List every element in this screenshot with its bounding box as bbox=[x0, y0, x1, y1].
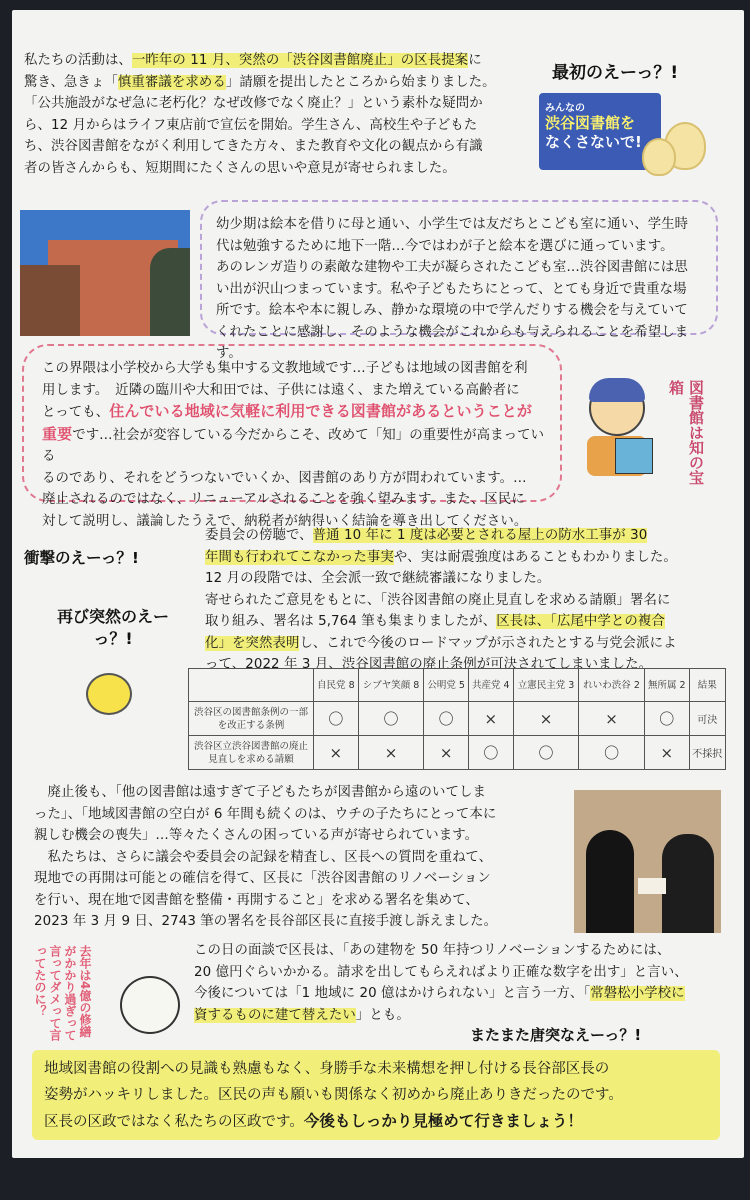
vote-mark: 〇 bbox=[424, 702, 469, 736]
quote-line: 用します。 近隣の臨川や大和田では、子供には遠く、また増えている高齢者に bbox=[42, 382, 520, 398]
party-header: 公明党 5 bbox=[424, 669, 469, 702]
conclusion-box bbox=[32, 1050, 720, 1140]
section-highlight: 区長は、「広尾中学との複合 bbox=[496, 614, 665, 629]
section-text: 」とも。 bbox=[355, 1007, 410, 1023]
quote-line: 対して説明し、議論したうえで、納税者が納得いく結論を導き出してください。 bbox=[42, 513, 528, 529]
intro-line: ら、12 月からはライフ東店前で宣伝を開始。学生さん、高校生や子どもた bbox=[24, 117, 478, 133]
section-line: った」、「地域図書館の空白が 6 年間も続くのは、ウチの子たちにとって本に bbox=[34, 806, 497, 822]
conclusion-text: 区長の区政ではなく私たちの区政です。 bbox=[44, 1114, 304, 1130]
table-row bbox=[189, 736, 726, 770]
quote-text: とっても、 bbox=[42, 405, 110, 420]
section-line: 2023 年 3 月 9 日、2743 筆の署名を長谷部区長に直接手渡し訴えました。 bbox=[34, 914, 498, 929]
vote-mark: × bbox=[644, 736, 689, 770]
quote-line: この界隈は小学校から大学も集中する文教地域です…子どもは地域の図書館を利 bbox=[42, 361, 528, 376]
intro-text: に bbox=[468, 53, 482, 68]
section-text: 今後については「1 地域に 20 億はかけられない」と言う一方、「 bbox=[194, 986, 591, 1001]
bill-label: 渋谷区立渋谷図書館の廃止見直しを求める請願 bbox=[189, 736, 314, 770]
conclusion-line: 姿勢がハッキリしました。区民の声も願いも関係なく初めから廃止ありきだったのです。 bbox=[44, 1087, 623, 1103]
sudden-again-heading: 再び突然のえーっ？! bbox=[56, 607, 169, 648]
section-line: 寄せられたご意見をもとに、「渋谷図書館の廃止見直しを求める請願」署名に bbox=[205, 592, 671, 608]
section-text: や、実は耐震強度はあることもわかりました。 bbox=[393, 549, 677, 565]
vote-mark: × bbox=[358, 736, 424, 770]
section-line: 12 月の段階では、全会派一致で継続審議になりました。 bbox=[205, 571, 551, 586]
vote-mark: 〇 bbox=[579, 736, 645, 770]
section-line: 20 億円ぐらいかかる。請求を出してもらえればより正確な数字を出す」と言い、 bbox=[194, 964, 688, 980]
intro-line: 「公共施設がなぜ急に老朽化？なぜ改修でなく廃止？」という素朴な疑問か bbox=[24, 96, 483, 111]
vote-mark: 〇 bbox=[513, 736, 579, 770]
intro-line: ち、渋谷図書館をながく利用してきた方々、また教育や文化の観点から有識 bbox=[24, 139, 483, 154]
table-header-row bbox=[189, 669, 726, 702]
child-reading-illustration bbox=[577, 380, 657, 480]
table-corner-cell bbox=[189, 669, 314, 702]
library-treasure-box-label: 図書館は知の宝箱 bbox=[667, 380, 705, 485]
library-building-photo bbox=[20, 210, 190, 336]
section-line: を行い、現在地で図書館を整備・再開すること」を求める署名を集めて、 bbox=[34, 892, 479, 908]
committee-section bbox=[205, 525, 725, 676]
quote-line: い出が沢山つまっています。私や子どもたちにとって、とても身近で貴重な場 bbox=[216, 281, 687, 297]
intro-paragraph bbox=[24, 50, 544, 179]
quote-line: 廃止されるのではなく、リニューアルされることを強く望みます。また、区民に bbox=[42, 492, 525, 507]
section-text: し、これで今後のロードマップが示されたとする与党会派によ bbox=[299, 635, 677, 651]
section-highlight: 普通 10 年に 1 度は必要とされる屋上の防水工事が 30 bbox=[312, 528, 648, 543]
leaflet-page bbox=[12, 10, 744, 1158]
result-header: 結果 bbox=[689, 669, 725, 702]
vote-mark: × bbox=[513, 702, 579, 736]
first-surprise-heading: 最初のえーっ？! bbox=[552, 63, 679, 83]
vote-result: 不採択 bbox=[689, 736, 725, 770]
logo-line-2: なくさないで! bbox=[545, 133, 642, 151]
vote-mark: × bbox=[579, 702, 645, 736]
abrupt-again-heading: またまた唐突なえーっ？! bbox=[470, 1026, 642, 1044]
quote-line: あのレンガ造りの素敵な建物や工夫が凝らされたこども室…渋谷図書館には思 bbox=[216, 260, 688, 275]
resident-quote-1 bbox=[200, 200, 718, 361]
shock-heading: 衝撃のえーっ？! bbox=[24, 549, 139, 567]
vote-mark: × bbox=[424, 736, 469, 770]
party-header: れいわ渋谷 2 bbox=[579, 669, 645, 702]
quote-emphasis: 重要 bbox=[42, 424, 73, 443]
section-highlight: 化」を突然表明 bbox=[205, 635, 300, 651]
chick-mascot-icon bbox=[78, 665, 138, 719]
quote-line: 幼少期は絵本を借りに母と通い、小学生では友だちとこども室に通い、学生時 bbox=[216, 217, 689, 232]
vote-mark: 〇 bbox=[358, 702, 424, 736]
section-highlight: 資するものに建て替えたい bbox=[194, 1007, 356, 1023]
section-line: って、2022 年 3 月、渋谷図書館の廃止条例が可決されてしまいました。 bbox=[205, 657, 653, 672]
vote-results-table bbox=[188, 668, 726, 770]
section-line: 廃止後も、「他の図書館は遠すぎて子どもたちが図書館から遠のいてしま bbox=[34, 785, 486, 800]
logo-line-1: 渋谷図書館を bbox=[545, 114, 636, 132]
vote-mark: 〇 bbox=[468, 736, 513, 770]
handwritten-side-note: 去年は4億の修繕がかかり過ぎって言ってダメって言ってたのに？ bbox=[33, 945, 92, 1041]
intro-highlight: 慎重審議を求める bbox=[117, 74, 226, 90]
vote-mark: 〇 bbox=[314, 702, 359, 736]
vote-result: 可決 bbox=[689, 702, 725, 736]
table-row bbox=[189, 702, 726, 736]
intro-text: 」請願を提出したところから始まりました。 bbox=[225, 74, 496, 90]
after-abolition-section bbox=[34, 782, 564, 933]
intro-highlight: 一昨年の 11 月、突然の「渋谷図書館廃止」の区長提案 bbox=[131, 53, 469, 68]
quote-emphasis: 住んでいる地域に気軽に利用できる図書館があるということが bbox=[109, 402, 532, 420]
dog-mascot-icon bbox=[642, 138, 676, 176]
conclusion-line: 地域図書館の役割への見識も熟慮もなく、身勝手な未来構想を押し付ける長谷部区長の bbox=[44, 1061, 610, 1077]
bill-label: 渋谷区の図書館条例の一部を改正する条例 bbox=[189, 702, 314, 736]
section-line: 私たちは、さらに議会や委員会の記録を精査し、区長への質問を重ねて、 bbox=[34, 849, 493, 865]
section-text: 委員会の傍聴で、 bbox=[205, 528, 313, 543]
intro-text: 私たちの活動は、 bbox=[24, 53, 132, 68]
party-header: 自民党 8 bbox=[314, 669, 359, 702]
logo-small-text: みんなの bbox=[545, 103, 585, 114]
party-header: 共産党 4 bbox=[468, 669, 513, 702]
quote-line: くれたことに感謝し、そのような機会がこれからも与えられることを希望します。 bbox=[216, 324, 689, 361]
section-line: 親しむ機会の喪失」…等々たくさんの困っている声が寄せられています。 bbox=[34, 828, 479, 843]
party-header: 立憲民主党 3 bbox=[513, 669, 579, 702]
section-line: この日の面談で区長は、「あの建物を 50 年持つリノベーションするためには、 bbox=[194, 943, 671, 958]
resident-quote-2 bbox=[22, 344, 562, 529]
section-highlight: 常磐松小学校に bbox=[590, 986, 685, 1001]
section-highlight: 年間も行われてこなかった事実 bbox=[205, 549, 394, 565]
intro-line: 者の皆さんからも、短期間にたくさんの思いや意見が寄せられました。 bbox=[24, 160, 456, 176]
quote-line: 代は勉強するために地下一階…今ではわが子と絵本を選びに通っています。 bbox=[216, 238, 674, 254]
petition-handover-photo bbox=[574, 790, 721, 933]
vote-mark: × bbox=[314, 736, 359, 770]
party-header: 無所属 2 bbox=[644, 669, 689, 702]
sad-face-icon bbox=[120, 976, 180, 1034]
vote-mark: 〇 bbox=[644, 702, 689, 736]
vote-mark: × bbox=[468, 702, 513, 736]
intro-text: 驚き、急きょ「 bbox=[24, 74, 118, 90]
section-text: 取り組み、署名は 5,764 筆も集まりましたが、 bbox=[205, 614, 497, 629]
party-header: シブヤ笑顔 8 bbox=[358, 669, 424, 702]
mayor-meeting-section bbox=[194, 940, 724, 1026]
quote-text: です…社会が変容している今だからこそ、改めて「知」の重要性が高まっている bbox=[42, 427, 545, 464]
quote-line: 所です。絵本や本に親しみ、静かな環境の中で学んだりする機会を与えていて bbox=[216, 303, 688, 318]
quote-line: るのであり、それをどうつないでいくか、図書館のあり方が問われています。… bbox=[42, 470, 527, 486]
conclusion-call-to-action: 今後もしっかり見極めて行きましょう！ bbox=[303, 1112, 583, 1130]
section-line: 現地での再開は可能との確信を得て、区長に「渋谷図書館のリノベーション bbox=[34, 871, 491, 886]
